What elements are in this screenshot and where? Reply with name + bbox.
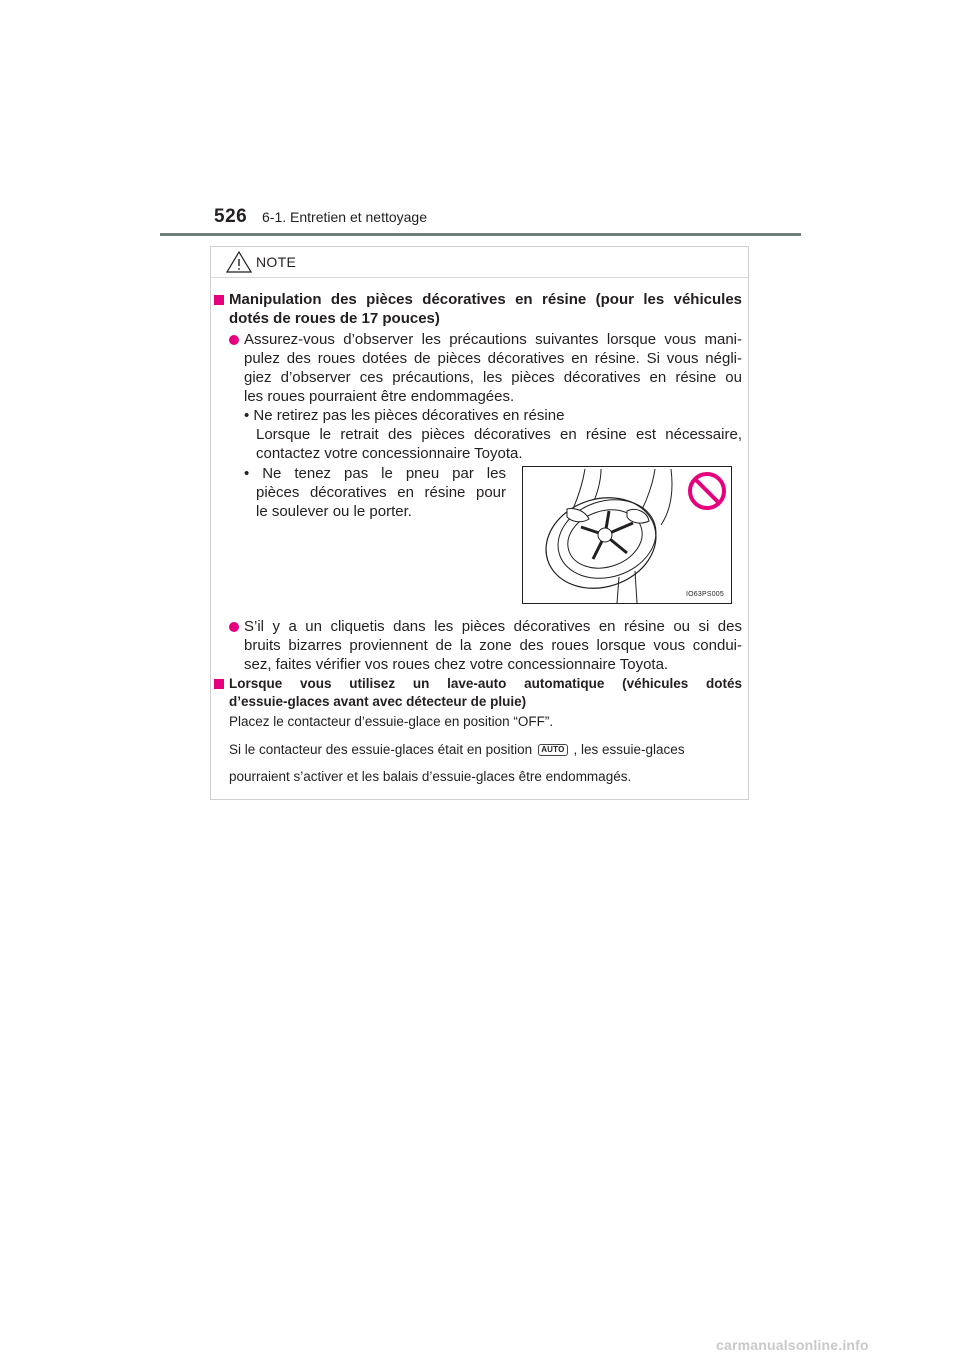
section-heading-line: d’essuie-glaces avant avec détecteur de pluie) (229, 694, 527, 709)
body-line: Assurez-vous d’observer les précautions suivantes lorsque vous mani- (244, 331, 742, 348)
body-text: Si le contacteur des essuie-glaces était en position (229, 742, 533, 757)
body-line: Placez le contacteur d’essuie-glace en position “OFF”. (229, 714, 554, 729)
sub-item-line: Lorsque le retrait des pièces décoratives en résine est nécessaire, (256, 426, 742, 443)
body-line: pulez des roues dotées de pièces décoratives en résine. Si vous négli- (244, 350, 742, 367)
section-title: 6-1. Entretien et nettoyage (262, 209, 427, 225)
watermark: carmanualsonline.info (716, 1337, 869, 1353)
section-heading-line: dotés de roues de 17 pouces) (229, 310, 440, 327)
body-line: bruits bizarres proviennent de la zone des roues lorsque vous condui- (244, 637, 742, 654)
body-line: giez d’observer ces précautions, les pièces décoratives en résine ou (244, 369, 742, 386)
wiper-auto-icon: AUTO (538, 744, 567, 756)
sub-item-line: • Ne retirez pas les pièces décoratives en résine (244, 407, 565, 424)
sub-item-line: pièces décoratives en résine pour (256, 484, 506, 501)
tire-drawing (523, 467, 731, 603)
header-rule (160, 233, 801, 236)
note-label: NOTE (256, 254, 297, 270)
body-line: pourraient s’activer et les balais d’essuie-glaces être endommagés. (229, 769, 632, 784)
section-heading-line: Lorsque vous utilisez un lave-auto automatique (véhicules dotés (229, 676, 742, 691)
page-number: 526 (214, 206, 248, 227)
warning-triangle-icon (226, 251, 252, 273)
bullet-dot-icon (229, 335, 239, 345)
body-line (229, 741, 685, 759)
body-text: , les essuie-glaces (573, 742, 685, 757)
body-line: les roues pourraient être endommagées. (244, 388, 515, 405)
tire-illustration (522, 466, 732, 604)
section-marker-icon (214, 295, 224, 305)
section-marker-icon (214, 679, 224, 689)
sub-item-line: contactez votre concessionnaire Toyota. (256, 445, 523, 462)
body-line: S’il y a un cliquetis dans les pièces décoratives en résine ou si des (244, 618, 742, 635)
note-header (211, 247, 748, 278)
section-heading-line: Manipulation des pièces décoratives en résine (pour les véhicules (229, 291, 742, 308)
sub-item-line: • Ne tenez pas le pneu par les (244, 465, 506, 482)
illustration-code: IO63PS005 (686, 591, 724, 598)
body-line: sez, faites vérifier vos roues chez votre concessionnaire Toyota. (244, 656, 669, 673)
sub-item-line: le soulever ou le porter. (256, 503, 412, 520)
bullet-dot-icon (229, 622, 239, 632)
